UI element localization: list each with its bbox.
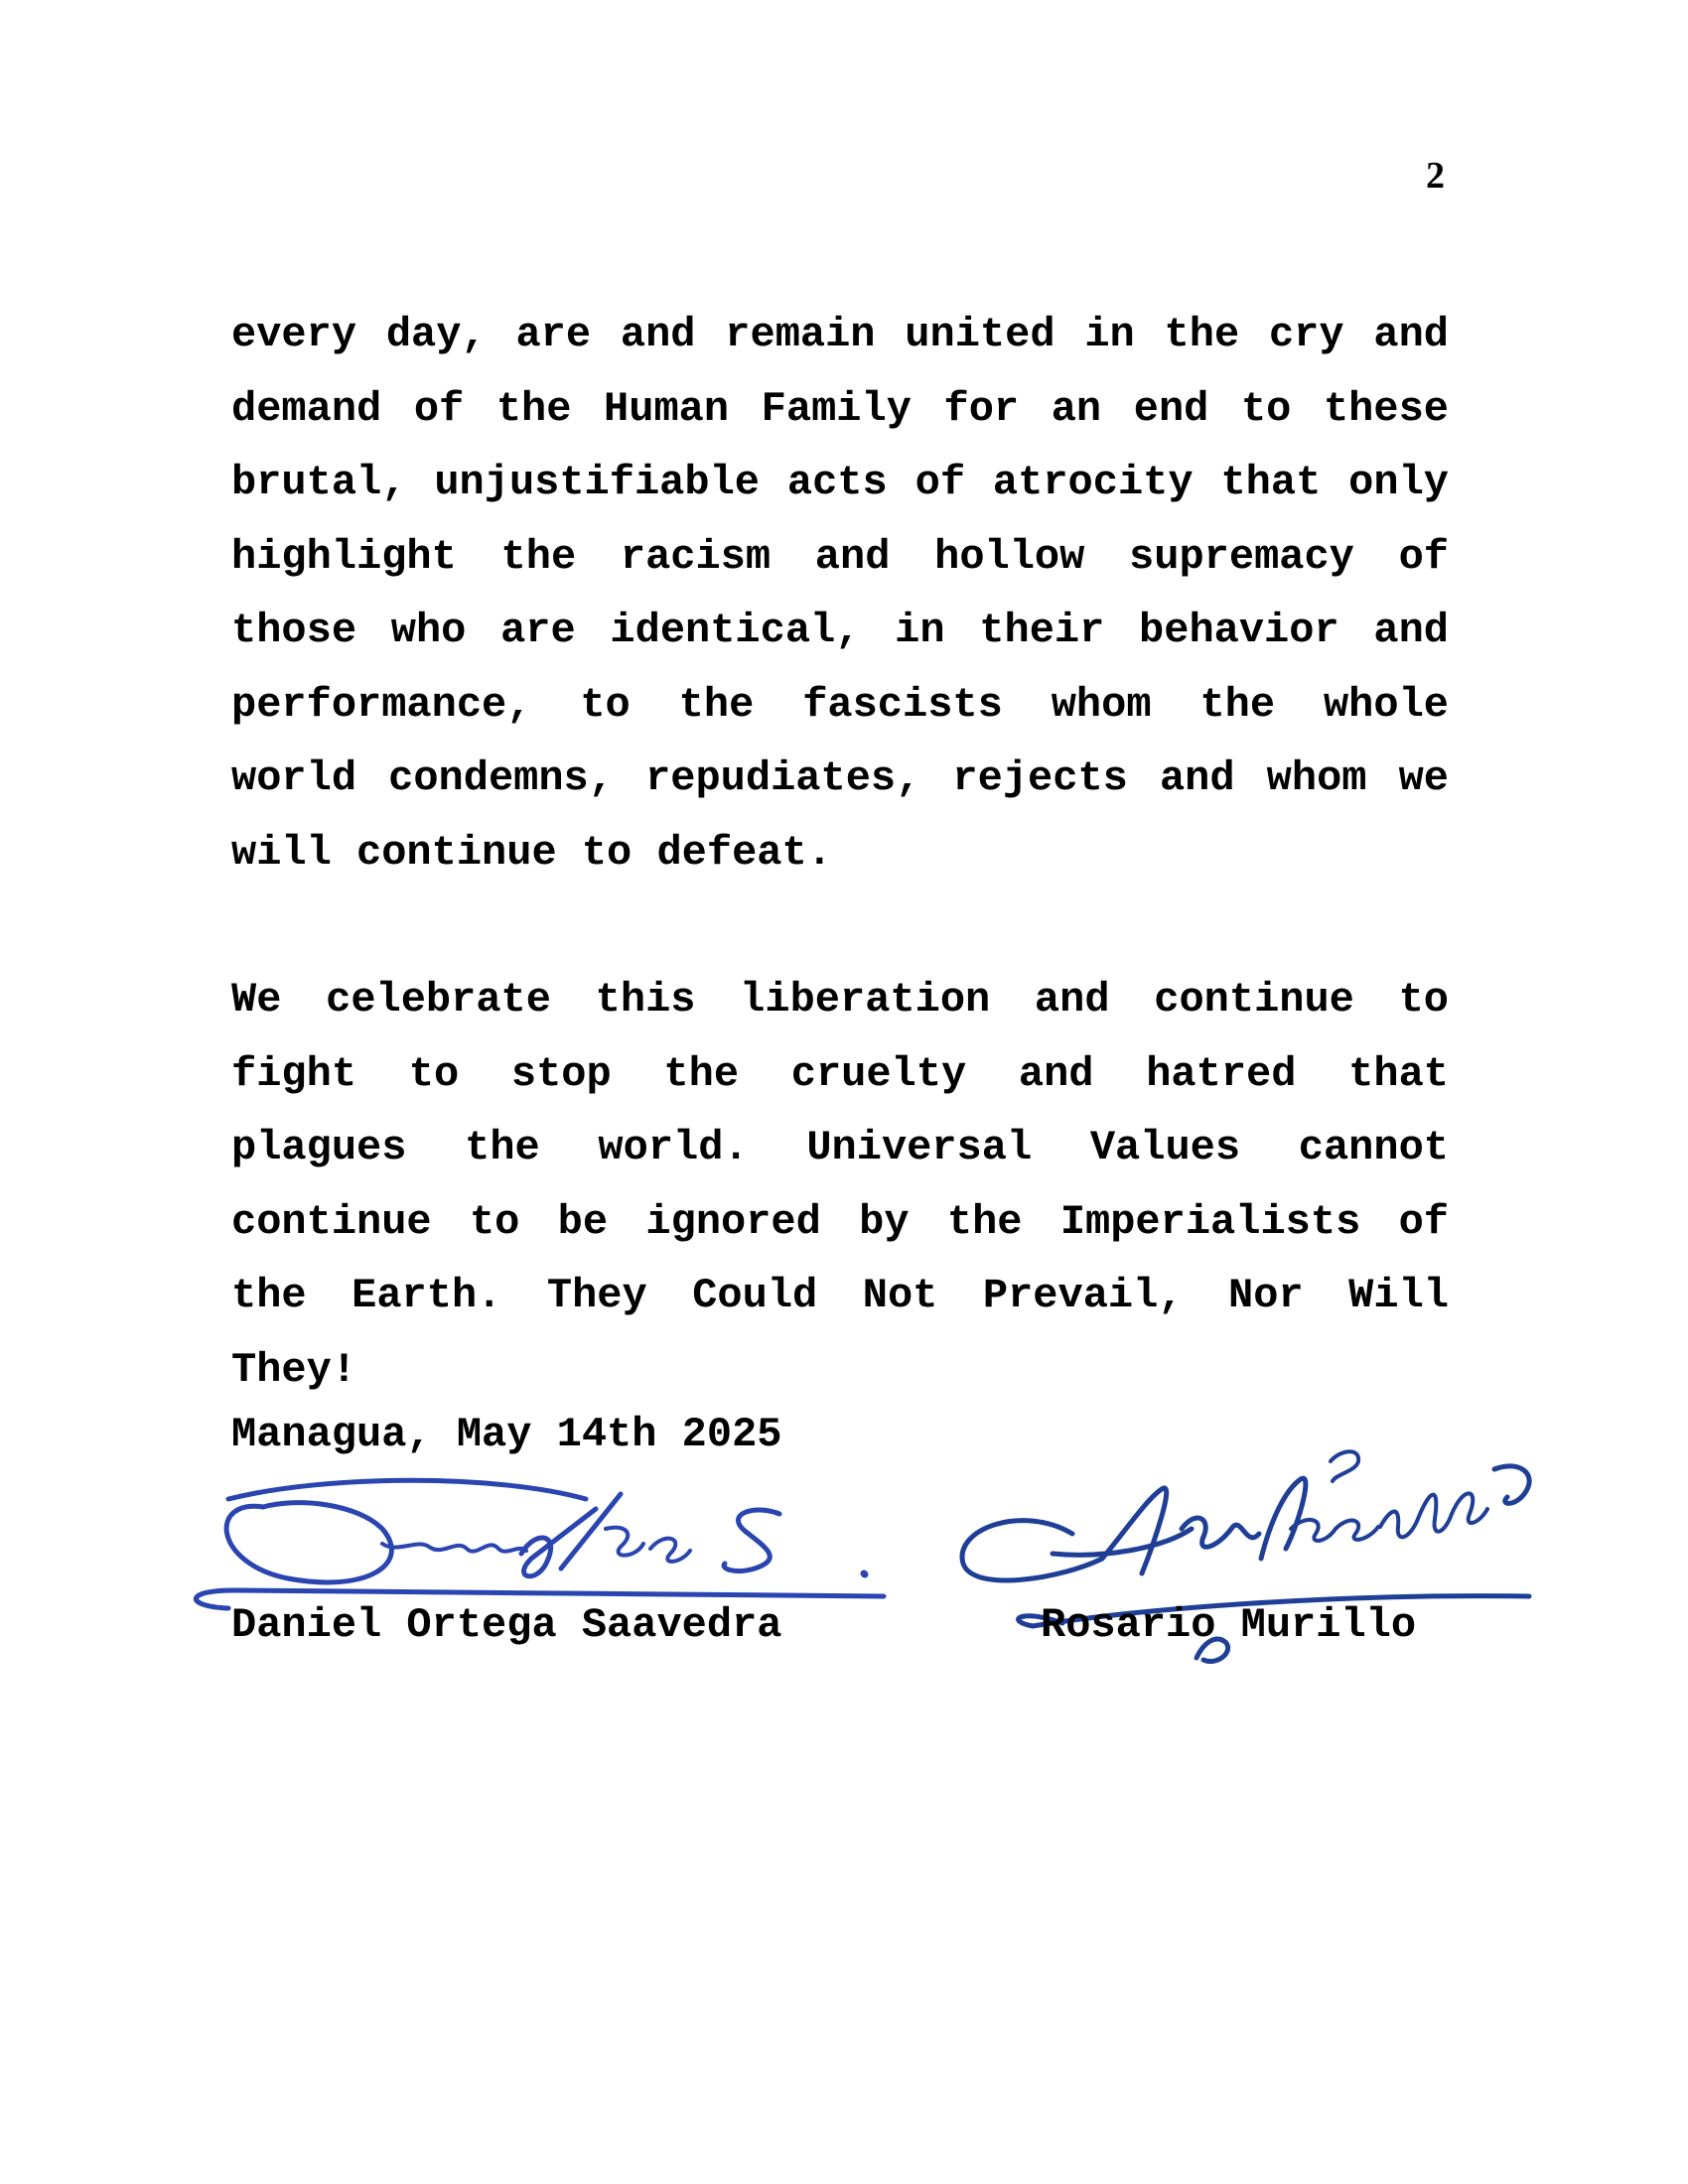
signatory-name-2: Rosario Murillo xyxy=(1041,1601,1417,1649)
body-paragraph-1: every day, are and remain united in the cry and demand of the Human Family for an end to these brutal, unjustifiable acts of atrocity that only highlight the racism and hollow supremacy of those who are identical, in their behavior and performance, to the fascists whom the whole world condemns, repudiates, rejects and whom we will continue to defeat. xyxy=(231,311,1449,877)
page-number: 2 xyxy=(1426,155,1445,197)
place-date: Managua, May 14th 2025 xyxy=(231,1411,782,1458)
signatory-name-1: Daniel Ortega Saavedra xyxy=(231,1601,782,1649)
signature-daniel-ortega-icon xyxy=(169,1469,904,1618)
body-paragraph-2: We celebrate this liberation and continue to fight to stop the cruelty and hatred that plagues the world. Universal Values cannot continue to be ignored by the Imperialists of the Earth. They Could Not Prevail, Nor Will They! xyxy=(231,976,1449,1394)
